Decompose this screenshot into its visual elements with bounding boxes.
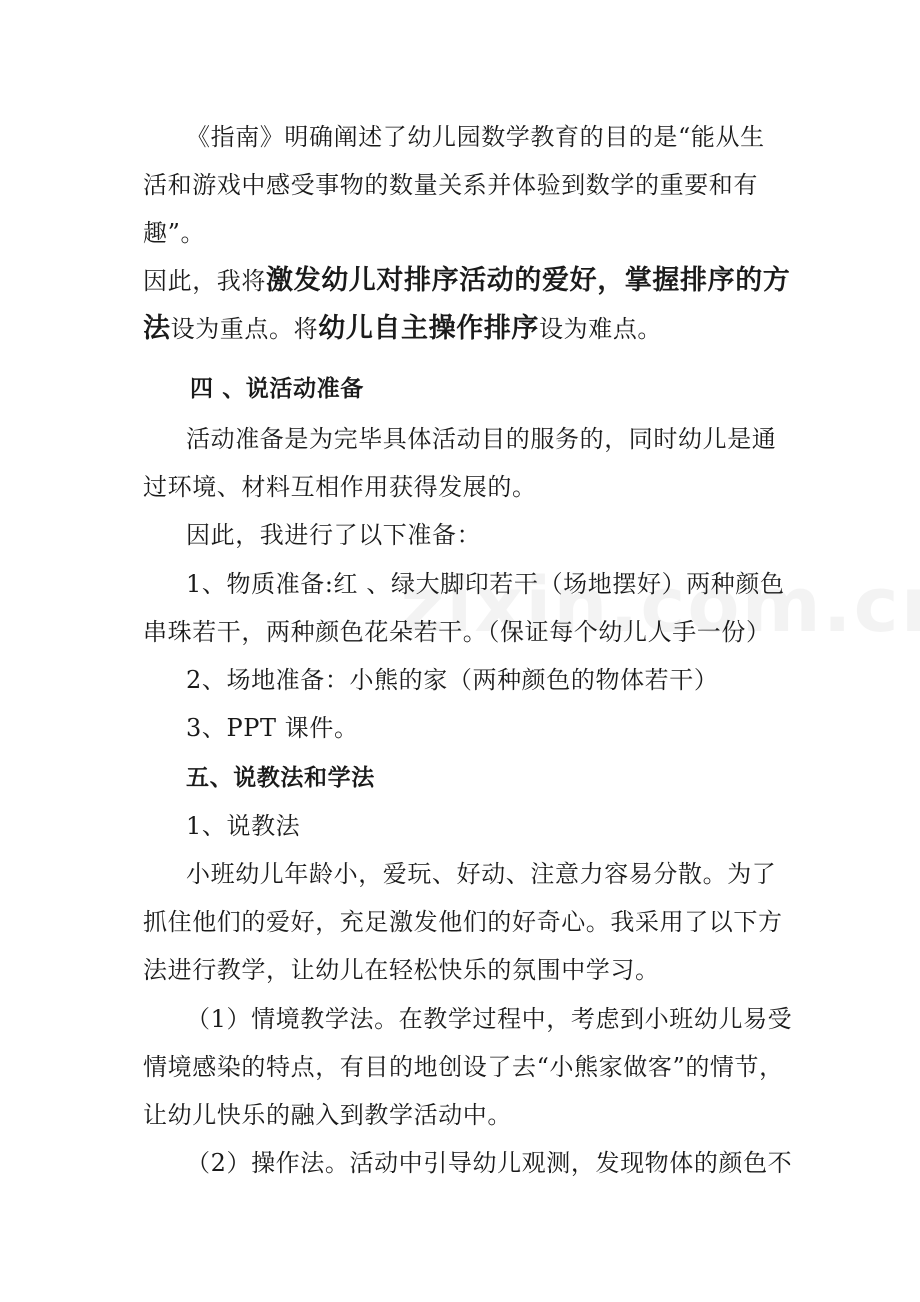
paragraph-line: 活动准备是为完毕具体活动目的服务的，同时幼儿是通 bbox=[186, 425, 777, 453]
paragraph-line: （1）情境教学法。在教学过程中，考虑到小班幼儿易受 bbox=[186, 1005, 793, 1033]
section-heading: 五、说教法和学法 bbox=[186, 765, 375, 791]
bold-text-run: 幼儿自主操作排序 bbox=[318, 313, 540, 344]
paragraph-line: 1、物质准备:红 、绿大脚印若干（场地摆好）两种颜色 bbox=[186, 570, 785, 598]
paragraph-line: 活和游戏中感受事物的数量关系并体验到数学的重要和有 bbox=[143, 171, 758, 199]
paragraph-line: 《指南》明确阐述了幼儿园数学教育的目的是“能从生 bbox=[186, 123, 765, 151]
paragraph-line: 过环境、材料互相作用获得发展的。 bbox=[143, 473, 537, 501]
emphasis-paragraph-line bbox=[143, 264, 790, 298]
text-run: 设为难点。 bbox=[539, 315, 663, 343]
paragraph-line: 串珠若干，两种颜色花朵若干。（保证每个幼儿人手一份） bbox=[143, 618, 771, 646]
paragraph-line: 因此，我进行了以下准备： bbox=[186, 521, 482, 549]
paragraph-line: 3、PPT 课件。 bbox=[186, 714, 359, 742]
paragraph-line: （2）操作法。活动中引导幼儿观测，发现物体的颜色不 bbox=[186, 1149, 793, 1177]
paragraph-line: 小班幼儿年龄小，爱玩、好动、注意力容易分散。为了 bbox=[186, 860, 777, 888]
paragraph-line: 2、场地准备：小熊的家（两种颜色的物体若干） bbox=[186, 666, 719, 694]
section-heading: 四 、说活动准备 bbox=[190, 376, 364, 402]
paragraph-line: 法进行教学，让幼儿在轻松快乐的氛围中学习。 bbox=[143, 956, 660, 984]
text-run: 设为重点。将 bbox=[170, 315, 319, 343]
bold-text-run: 激发幼儿对排序活动的爱好，掌握排序的方 bbox=[266, 265, 791, 296]
paragraph-line: 让幼儿快乐的融入到教学活动中。 bbox=[143, 1101, 512, 1129]
bold-text-run: 法 bbox=[143, 313, 171, 344]
paragraph-line: 情境感染的特点，有目的地创设了去“小熊家做客”的情节， bbox=[143, 1053, 784, 1081]
emphasis-paragraph-line bbox=[143, 312, 662, 346]
paragraph-line: 趣”。 bbox=[143, 219, 206, 247]
text-run: 因此，我将 bbox=[143, 267, 266, 295]
paragraph-line: 抓住他们的爱好，充足激发他们的好奇心。我采用了以下方 bbox=[143, 908, 783, 936]
paragraph-line: 1、说教法 bbox=[186, 812, 301, 840]
